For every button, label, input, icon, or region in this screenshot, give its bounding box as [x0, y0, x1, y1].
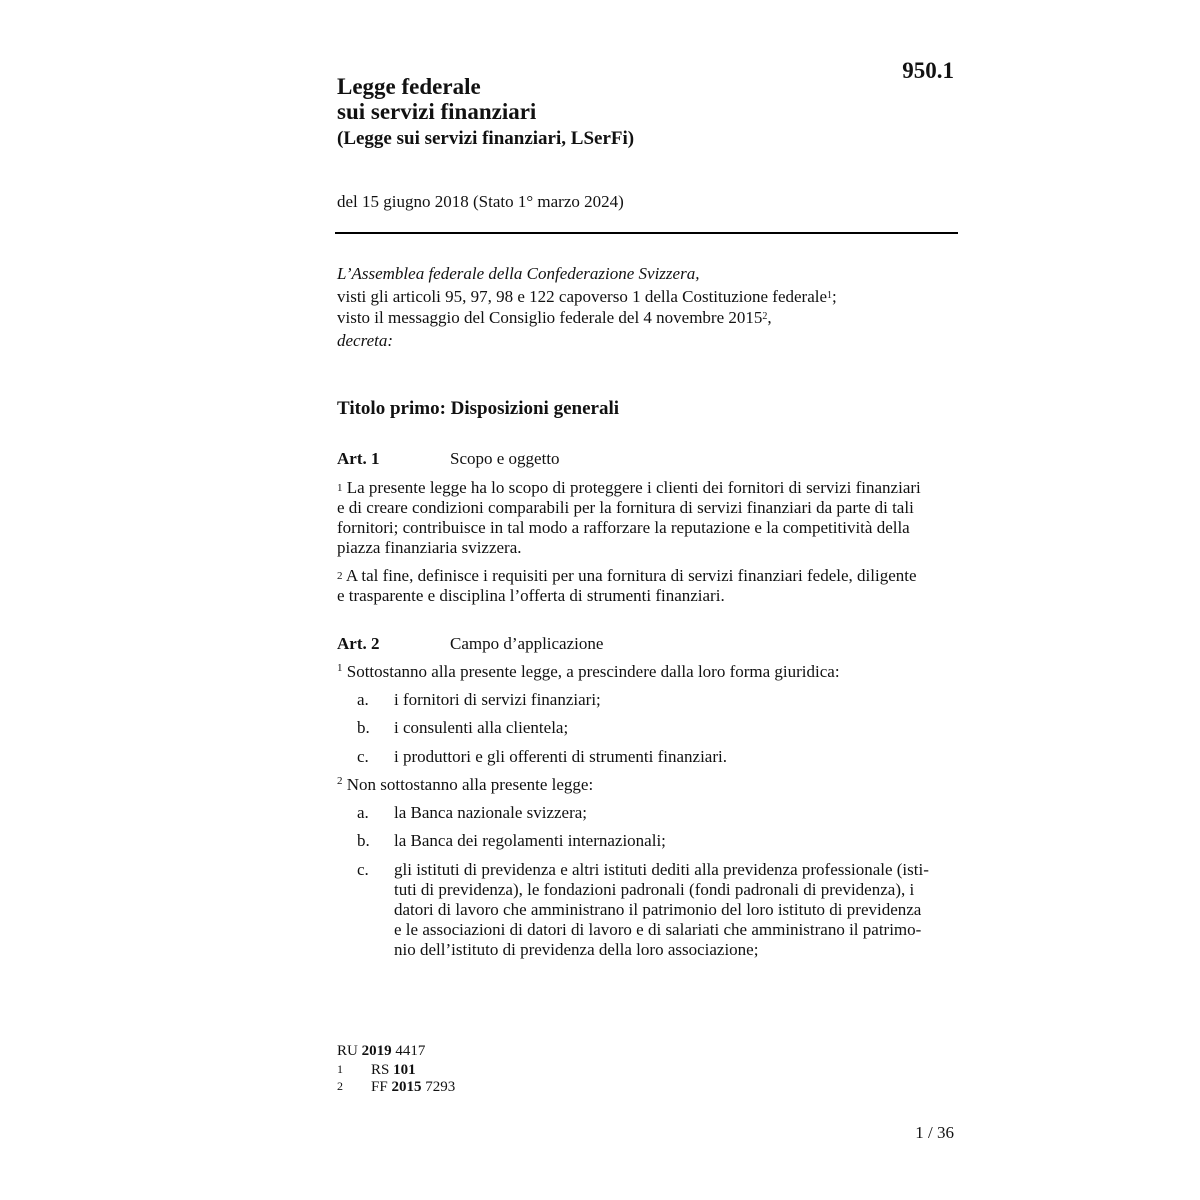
header-divider [335, 232, 958, 234]
paragraph-number: 1 [337, 482, 343, 494]
footnote-ref-1[interactable]: 1 [827, 290, 833, 301]
preamble-decree: decreta: [337, 331, 394, 350]
article-heading: Scopo e oggetto [450, 449, 560, 468]
preamble-line-constitution: visti gli articoli 95, 97, 98 e 122 capoverso 1 della Costituzione federale$^1$; [337, 287, 837, 306]
law-title-line-1: Legge federale [337, 74, 481, 99]
article-2-paragraph-2: $^2$ Non sottostanno alla presente legge: [337, 775, 594, 794]
list-item: b. i consulenti alla clientela; [357, 718, 569, 737]
law-short-title: (Legge sui servizi finanziari, LSerFi) [337, 128, 635, 149]
list-item: c. gli istituti di previdenza e altri istituti dediti alla previdenza professionale (isti- tuti di previdenza), le fondazioni padronali (fondi padronali di previdenza), i datori di lavoro che amministrano il patrimonio del loro istituto di previdenza e le associazioni di datori di lavoro e di salariati che amministrano il patrimo- nio dell’istituto di previdenza della loro associazione; [357, 860, 929, 959]
list-item: b. la Banca dei regolamenti internazionali; [357, 831, 666, 850]
list-item: c. i produttori e gli offerenti di strumenti finanziari. [357, 747, 727, 766]
law-date: del 15 giugno 2018 (Stato 1° marzo 2024) [337, 192, 624, 211]
footnote-1: 1 RS 101 [337, 1062, 416, 1078]
sr-number: 950.1 [902, 58, 954, 83]
article-2-paragraph-1: $^1$ Sottostanno alla presente legge, a prescindere dalla loro forma giuridica: [337, 662, 840, 681]
article-number: Art. 1 [337, 449, 380, 468]
paragraph-number: 2 [337, 775, 343, 787]
article-1-paragraph-1: $^1$ La presente legge ha lo scopo di proteggere i clienti dei fornitori di servizi finanziari e di creare condizioni comparabili per la fornitura di servizi finanziari da parte di tali fornitori; contribuisce in tal modo a rafforzare la reputazione e la competitività della piazza finanziaria svizzera. [337, 478, 921, 557]
paragraph-number: 1 [337, 662, 343, 674]
law-title-line-2: sui servizi finanziari [337, 99, 537, 124]
article-heading: Campo d’applicazione [450, 634, 604, 653]
preamble-line-message: visto il messaggio del Consiglio federale del 4 novembre 2015$^2$, [337, 308, 772, 327]
document-page [337, 0, 958, 1200]
ru-reference: RU 2019 4417 [337, 1043, 426, 1059]
article-1-paragraph-2: $^2$ A tal fine, definisce i requisiti per una fornitura di servizi finanziari fedele, diligente e trasparente e disciplina l’offerta di strumenti finanziari. [337, 566, 917, 605]
law-title [337, 74, 536, 124]
list-item: a. la Banca nazionale svizzera; [357, 803, 588, 822]
article-number: Art. 2 [337, 634, 380, 653]
footnote-ref-2[interactable]: 2 [762, 311, 768, 322]
list-item: a. i fornitori di servizi finanziari; [357, 690, 601, 709]
preamble [337, 263, 837, 351]
footnote-2: 2 FF 2015 7293 [337, 1079, 456, 1095]
section-title: Titolo primo: Disposizioni generali [337, 398, 620, 419]
article-1-heading [337, 449, 560, 469]
paragraph-number: 2 [337, 570, 343, 582]
preamble-intro: L’Assemblea federale della Confederazione Svizzera, [337, 264, 700, 283]
article-2-heading [337, 634, 603, 654]
page-number: 1 / 36 [915, 1123, 954, 1142]
